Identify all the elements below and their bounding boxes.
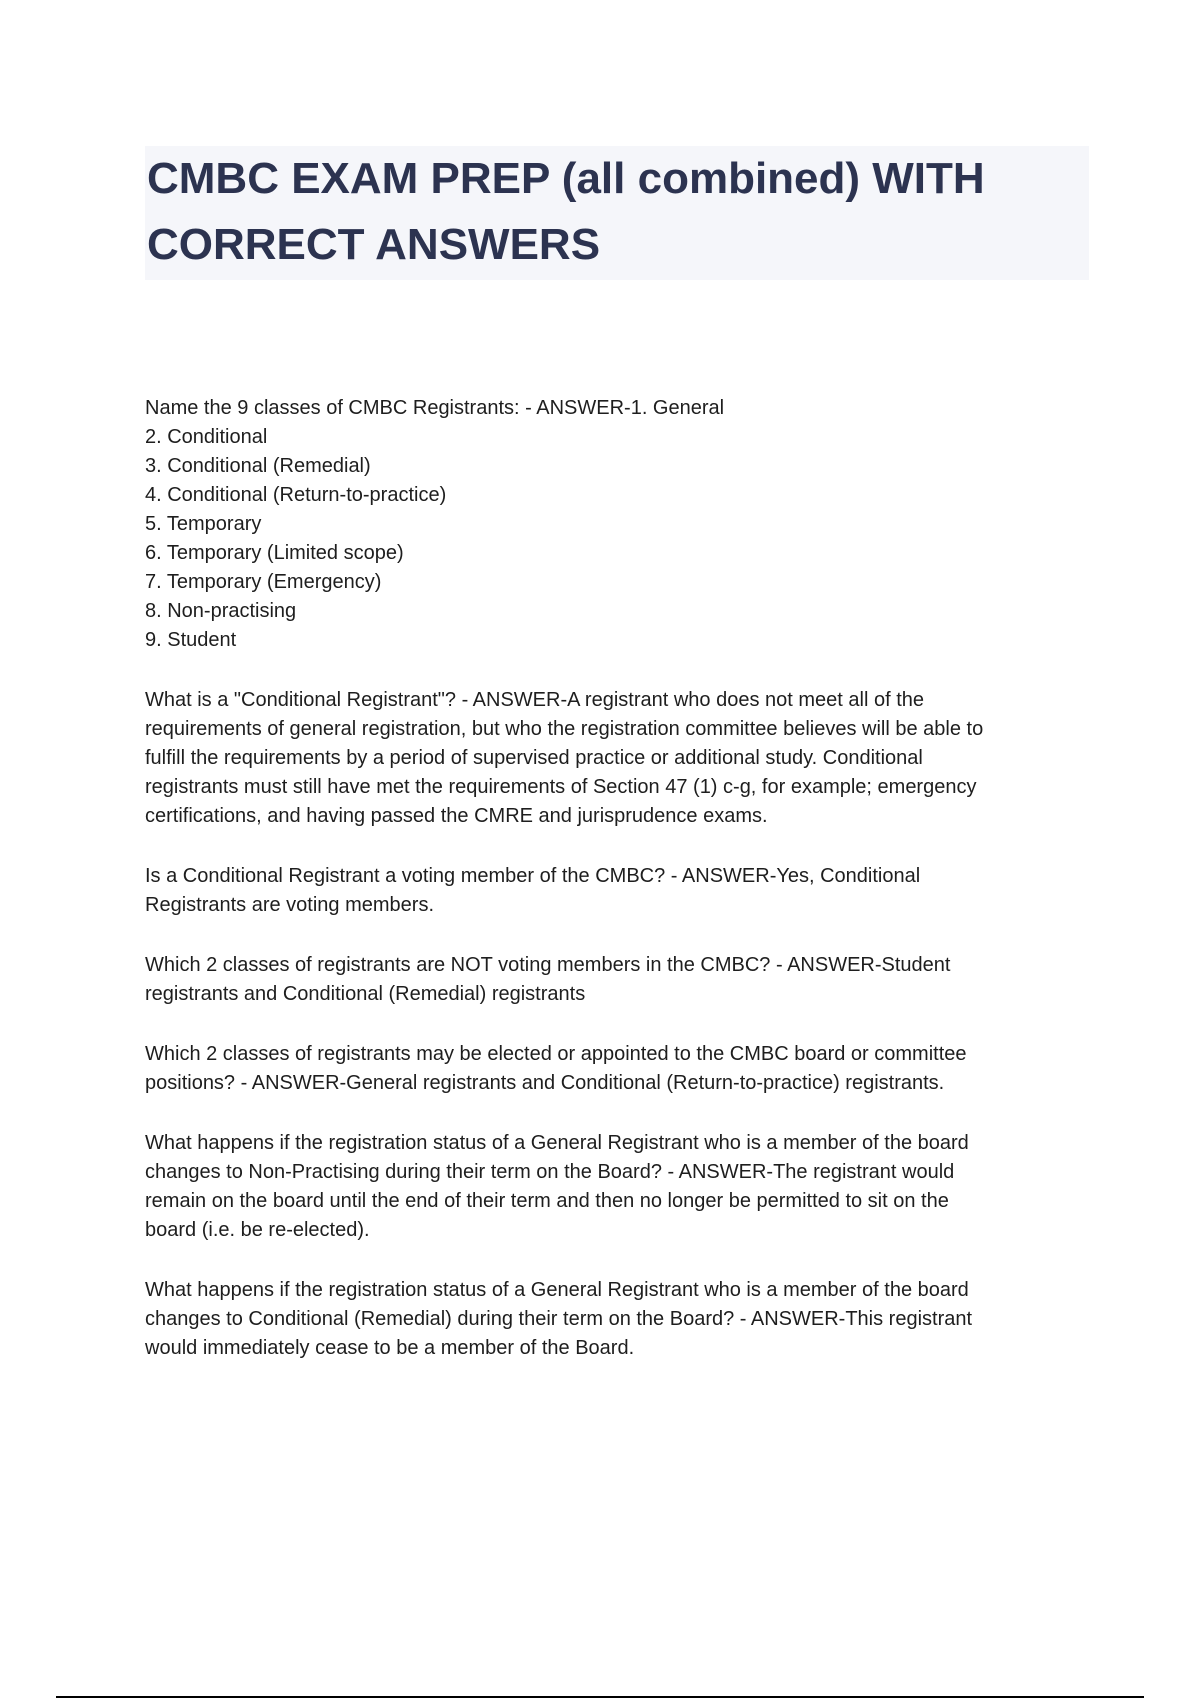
qa-line: fulfill the requirements by a period of supervised practice or additional study. Conditional [145,747,923,769]
qa-line: Name the 9 classes of CMBC Registrants: - ANSWER-1. General [145,397,725,419]
qa-line: 7. Temporary (Emergency) [145,571,382,593]
qa-line: Is a Conditional Registrant a voting member of the CMBC? - ANSWER-Yes, Conditional [145,865,921,887]
qa-line: Which 2 classes of registrants are NOT voting members in the CMBC? - ANSWER-Student [145,954,951,976]
qa-line: changes to Non-Practising during their term on the Board? - ANSWER-The registrant would [145,1161,955,1183]
qa-line: 2. Conditional [145,426,268,448]
qa-line: registrants must still have met the requirements of Section 47 (1) c-g, for example; emergency [145,776,977,798]
title-banner [145,146,1089,280]
qa-item-board-eligibility [145,1040,1080,1098]
qa-item-voting-member [145,862,1080,920]
qa-item-non-practising-change [145,1129,1080,1245]
qa-line: board (i.e. be re-elected). [145,1219,370,1241]
qa-line: remain on the board until the end of their term and then no longer be permitted to sit on the [145,1190,949,1212]
qa-line: What happens if the registration status of a General Registrant who is a member of the board [145,1279,969,1301]
qa-line: 5. Temporary [145,513,262,535]
qa-line: requirements of general registration, but who the registration committee believes will be able to [145,718,984,740]
document-body [145,394,1080,1394]
document-title-line-1: CMBC EXAM PREP (all combined) WITH [147,154,985,203]
qa-line: 4. Conditional (Return-to-practice) [145,484,447,506]
qa-line: certifications, and having passed the CMRE and jurisprudence exams. [145,805,768,827]
qa-line: 9. Student [145,629,237,651]
qa-item-conditional-registrant [145,686,1080,831]
qa-item-remedial-change [145,1276,1080,1363]
qa-line: Registrants are voting members. [145,894,435,916]
document-title-line-2: CORRECT ANSWERS [147,220,601,269]
qa-line: 6. Temporary (Limited scope) [145,542,404,564]
qa-line: positions? - ANSWER-General registrants and Conditional (Return-to-practice) registrants. [145,1072,945,1094]
qa-line: would immediately cease to be a member of the Board. [145,1337,635,1359]
footer-divider [56,1696,1144,1698]
qa-item-classes [145,394,1080,655]
qa-line: changes to Conditional (Remedial) during their term on the Board? - ANSWER-This registrant [145,1308,973,1330]
qa-line: 3. Conditional (Remedial) [145,455,371,477]
qa-line: What happens if the registration status of a General Registrant who is a member of the board [145,1132,969,1154]
qa-line: What is a "Conditional Registrant"? - ANSWER-A registrant who does not meet all of the [145,689,925,711]
qa-line: 8. Non-practising [145,600,297,622]
qa-line: Which 2 classes of registrants may be elected or appointed to the CMBC board or committee [145,1043,967,1065]
qa-line: registrants and Conditional (Remedial) registrants [145,983,586,1005]
qa-item-non-voting-classes [145,951,1080,1009]
